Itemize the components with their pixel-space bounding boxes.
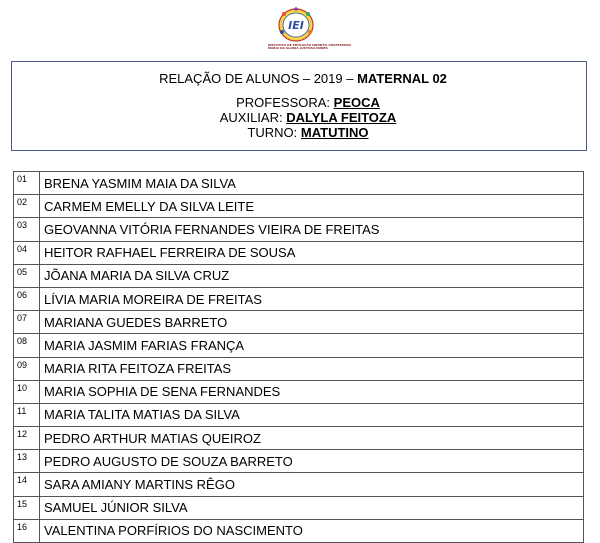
student-name: MARIANA GUEDES BARRETO xyxy=(40,311,584,334)
student-number: 05 xyxy=(14,264,40,287)
student-name: MARIA TALITA MATIAS DA SILVA xyxy=(40,403,584,426)
student-name: PEDRO AUGUSTO DE SOUZA BARRETO xyxy=(40,450,584,473)
table-row xyxy=(14,380,584,403)
table-row xyxy=(14,334,584,357)
student-name: BRENA YASMIM MAIA DA SILVA xyxy=(40,172,584,195)
student-number: 09 xyxy=(14,357,40,380)
table-row xyxy=(14,427,584,450)
student-number: 07 xyxy=(14,311,40,334)
title-class: MATERNAL 02 xyxy=(357,71,447,86)
logo-line-1: INSTITUTO DE EDUCAÇÃO INFANTIL PROFESSORA xyxy=(268,43,352,47)
page-title xyxy=(12,71,586,86)
table-row xyxy=(14,218,584,241)
student-name: PEDRO ARTHUR MATIAS QUEIROZ xyxy=(40,427,584,450)
auxiliar-line xyxy=(12,110,586,125)
student-number: 01 xyxy=(14,172,40,195)
professora-label: PROFESSORA: xyxy=(236,95,331,110)
turno-line xyxy=(12,125,586,140)
table-row xyxy=(14,496,584,519)
student-number: 06 xyxy=(14,287,40,310)
student-number: 13 xyxy=(14,450,40,473)
student-name: GEOVANNA VITÓRIA FERNANDES VIEIRA DE FREITAS xyxy=(40,218,584,241)
student-number: 10 xyxy=(14,380,40,403)
table-row xyxy=(14,403,584,426)
student-number: 11 xyxy=(14,403,40,426)
table-row xyxy=(14,241,584,264)
table-row xyxy=(14,264,584,287)
table-row xyxy=(14,195,584,218)
table-row xyxy=(14,473,584,496)
auxiliar-label: AUXILIAR: xyxy=(219,110,283,125)
title-prefix: RELAÇÃO DE ALUNOS – 2019 – xyxy=(159,71,354,86)
student-name: SARA AMIANY MARTINS RÊGO xyxy=(40,473,584,496)
student-name: MARIA RITA FEITOZA FREITAS xyxy=(40,357,584,380)
auxiliar-value: DALYLA FEITOZA xyxy=(286,110,397,125)
professora-value: PEOCA xyxy=(333,95,380,110)
student-name: JÕANA MARIA DA SILVA CRUZ xyxy=(40,264,584,287)
student-number: 16 xyxy=(14,519,40,542)
turno-value: MATUTINO xyxy=(300,125,369,140)
student-name: MARIA JASMIM FARIAS FRANÇA xyxy=(40,334,584,357)
logo-line-2: MARIA DA GLÓRIA LUSTOSA NUNES xyxy=(268,46,328,51)
table-row xyxy=(14,287,584,310)
student-number: 02 xyxy=(14,195,40,218)
student-number: 14 xyxy=(14,473,40,496)
turno-label: TURNO: xyxy=(247,125,298,140)
table-row xyxy=(14,357,584,380)
class-header-box xyxy=(11,61,587,151)
emblem-text: IEI xyxy=(288,19,304,32)
school-emblem-icon xyxy=(276,6,316,44)
student-name: SAMUEL JÚNIOR SILVA xyxy=(40,496,584,519)
professora-line xyxy=(12,95,586,110)
table-row xyxy=(14,311,584,334)
student-number: 15 xyxy=(14,496,40,519)
table-row xyxy=(14,519,584,542)
table-row xyxy=(14,172,584,195)
student-number: 08 xyxy=(14,334,40,357)
student-name: HEITOR RAFHAEL FERREIRA DE SOUSA xyxy=(40,241,584,264)
table-row xyxy=(14,450,584,473)
student-number: 04 xyxy=(14,241,40,264)
student-name: CARMEM EMELLY DA SILVA LEITE xyxy=(40,195,584,218)
student-name: VALENTINA PORFÍRIOS DO NASCIMENTO xyxy=(40,519,584,542)
student-name: MARIA SOPHIA DE SENA FERNANDES xyxy=(40,380,584,403)
student-table xyxy=(13,171,584,543)
student-number: 12 xyxy=(14,427,40,450)
school-logo xyxy=(268,6,352,58)
student-name: LÍVIA MARIA MOREIRA DE FREITAS xyxy=(40,287,584,310)
student-number: 03 xyxy=(14,218,40,241)
